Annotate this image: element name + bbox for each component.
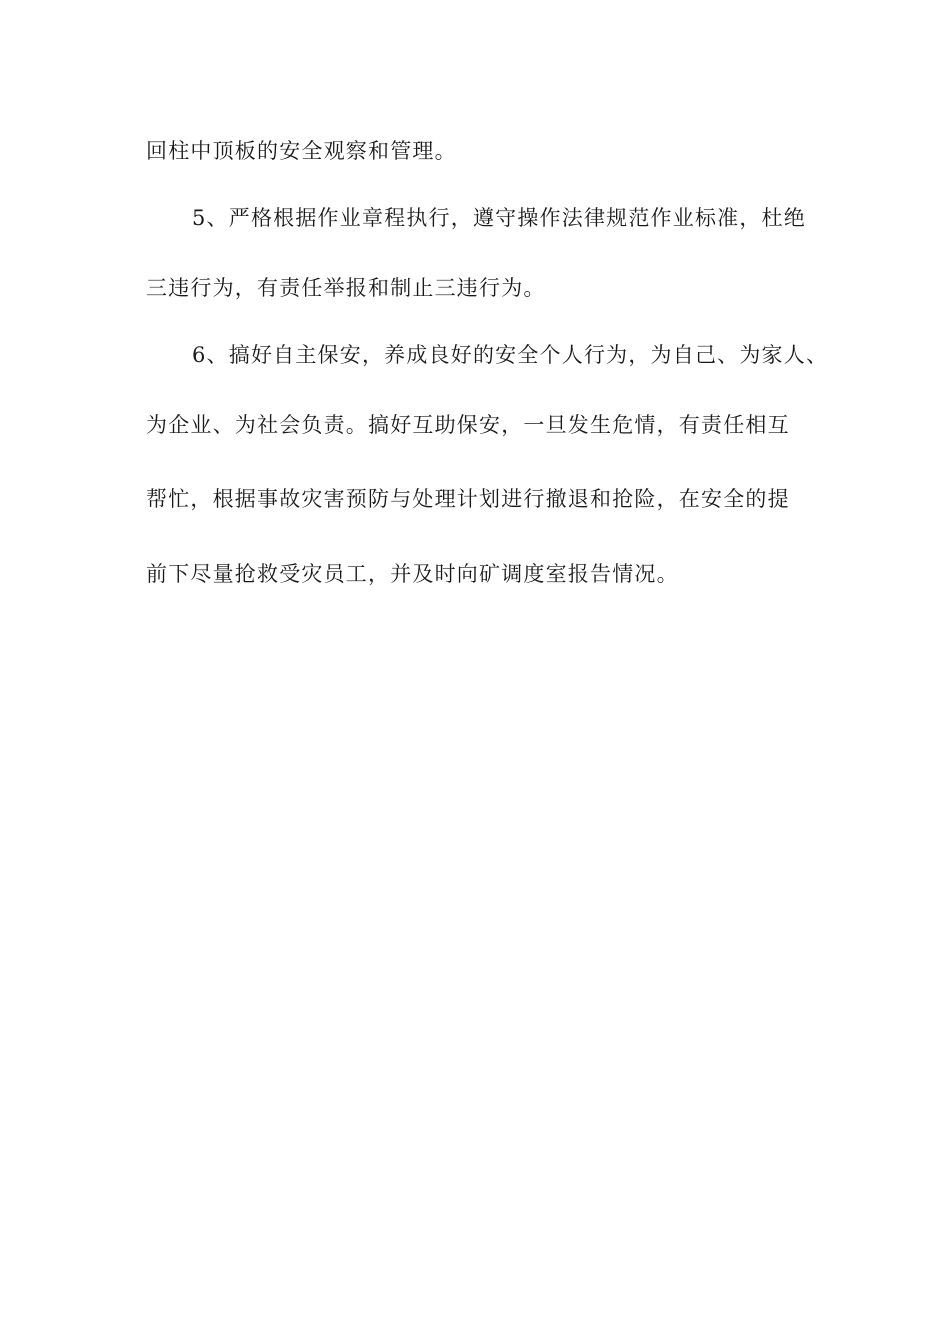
text-line-6: 帮忙，根据事故灾害预防与处理计划进行撤退和抢险，在安全的提	[146, 487, 790, 511]
text-line-3: 三违行为，有责任举报和制止三违行为。	[146, 276, 546, 300]
text-line-5: 为企业、为社会负责。搞好互助保安，一旦发生危情，有责任相互	[146, 413, 790, 437]
text-line-1: 回柱中顶板的安全观察和管理。	[146, 139, 457, 163]
text-line-4: 6、搞好自主保安，养成良好的安全个人行为，为自己、为家人、	[192, 343, 829, 367]
text-line-2: 5、严格根据作业章程执行，遵守操作法律规范作业标准，杜绝	[192, 206, 806, 230]
text-line-7: 前下尽量抢救受灾员工，并及时向矿调度室报告情况。	[146, 562, 679, 586]
